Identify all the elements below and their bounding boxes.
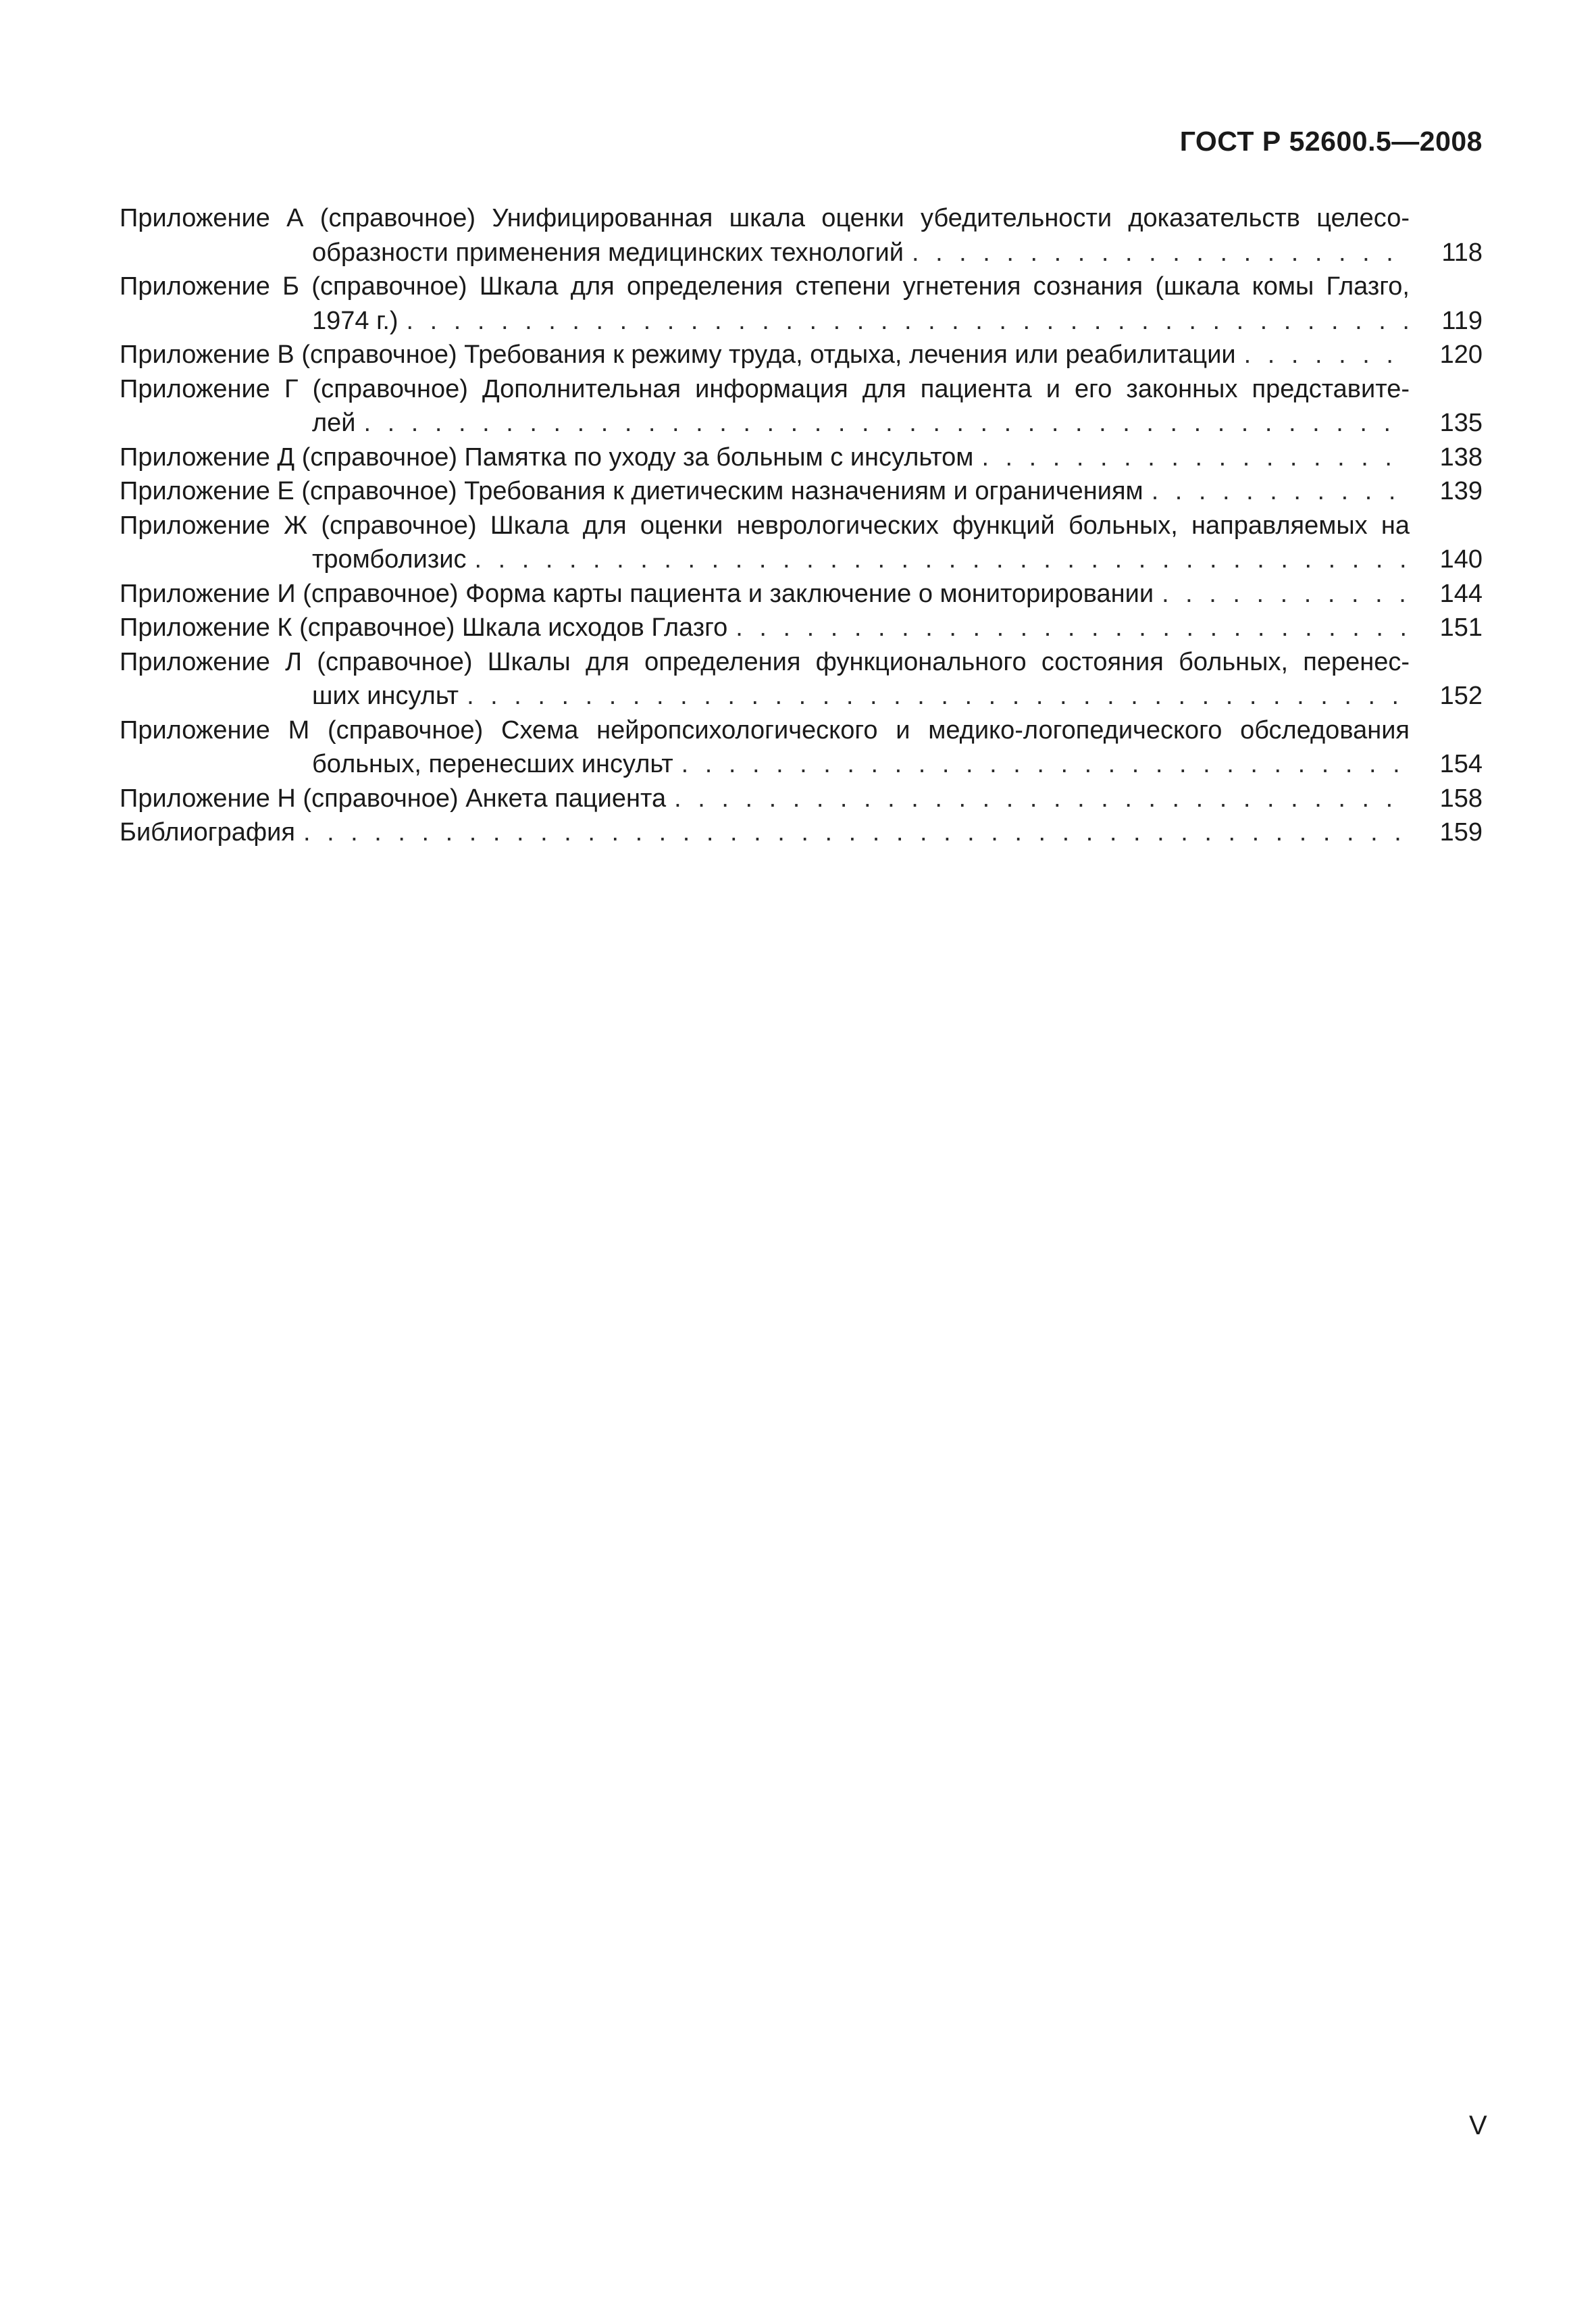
toc-entry[interactable] (120, 509, 1483, 577)
toc-entry[interactable] (120, 713, 1483, 782)
toc-entry-title: Приложение Н (справочное) Анкета пациента (120, 784, 667, 813)
toc-entry[interactable] (120, 577, 1483, 611)
page-number: V (1469, 2111, 1487, 2140)
toc-page-number: 138 (1439, 443, 1483, 472)
toc-entry[interactable] (120, 782, 1483, 816)
dot-leader (474, 543, 1410, 577)
dot-leader (681, 747, 1410, 782)
toc-entry-text-line: Приложение М (справочное) Схема нейропсихологического и медико-логопедического обследования (120, 715, 1410, 745)
toc-page-number: 119 (1441, 306, 1483, 335)
toc-entry-title: Приложение Д (справочное) Памятка по уходу за больным с инсультом (120, 443, 974, 472)
toc-entry-title: Приложение Е (справочное) Требования к диетическим назначениям и ограничениям (120, 477, 1143, 505)
toc-entry-title: 1974 г.) (312, 306, 398, 335)
toc-page-number: 152 (1439, 682, 1483, 710)
toc-entry[interactable] (120, 815, 1483, 850)
toc-entry-title: Приложение К (справочное) Шкала исходов Глазго (120, 613, 728, 642)
toc-entry[interactable] (120, 372, 1483, 441)
toc-entry-title: больных, перенесших инсульт (312, 750, 673, 778)
toc-page-number: 118 (1441, 238, 1483, 267)
toc-page-number: 120 (1439, 341, 1483, 369)
toc-entry-text-line: Приложение Г (справочное) Дополнительная информация для пациента и его законных представите- (120, 374, 1410, 403)
toc-entry-title: лей (312, 409, 356, 437)
toc-entry-title: тромболизис (312, 545, 467, 574)
toc-entry-title: Приложение И (справочное) Форма карты пациента и заключение о мониторировании (120, 579, 1154, 608)
toc-page-number: 159 (1439, 818, 1483, 847)
toc-page-number: 144 (1439, 579, 1483, 608)
toc-entry-title: ших инсульт (312, 682, 459, 710)
dot-leader (467, 679, 1410, 713)
dot-leader (303, 815, 1410, 850)
dot-leader (981, 441, 1410, 475)
dot-leader (1244, 338, 1410, 372)
toc-entry[interactable] (120, 270, 1483, 338)
dot-leader (736, 611, 1410, 645)
dot-leader (674, 782, 1410, 816)
toc-page-number: 140 (1439, 545, 1483, 574)
toc-entry[interactable] (120, 474, 1483, 509)
dot-leader (912, 236, 1410, 270)
toc-entry-title: Библиография (120, 818, 295, 847)
dot-leader (1152, 474, 1410, 509)
toc-page-number: 139 (1439, 477, 1483, 505)
toc-entry-title: Приложение В (справочное) Требования к режиму труда, отдыха, лечения или реабилитации (120, 341, 1236, 369)
dot-leader (364, 406, 1410, 441)
document-header-id: ГОСТ Р 52600.5—2008 (1179, 126, 1483, 157)
toc-entry-text-line: Приложение Б (справочное) Шкала для определения степени угнетения сознания (шкала комы Глазго, (120, 272, 1410, 301)
toc-entry[interactable] (120, 338, 1483, 372)
toc-page-number: 135 (1439, 409, 1483, 437)
toc-entry[interactable] (120, 201, 1483, 270)
toc-entry-title: образности применения медицинских технологий (312, 238, 904, 267)
toc-entry-text-line: Приложение А (справочное) Унифицированная шкала оценки убедительности доказательств целесо- (120, 204, 1410, 232)
toc-page-number: 158 (1439, 784, 1483, 813)
toc-page-number: 154 (1439, 750, 1483, 778)
dot-leader (1162, 577, 1410, 611)
toc-page-number: 151 (1439, 613, 1483, 642)
toc-entry[interactable] (120, 441, 1483, 475)
toc-entry-text-line: Приложение Ж (справочное) Шкала для оценки неврологических функций больных, направляемых на (120, 511, 1410, 540)
toc-entry-text-line: Приложение Л (справочное) Шкалы для определения функционального состояния больных, перенес- (120, 647, 1410, 676)
dot-leader (407, 304, 1410, 338)
toc-entry[interactable] (120, 611, 1483, 645)
toc-entry[interactable] (120, 645, 1483, 713)
table-of-contents (120, 201, 1483, 850)
